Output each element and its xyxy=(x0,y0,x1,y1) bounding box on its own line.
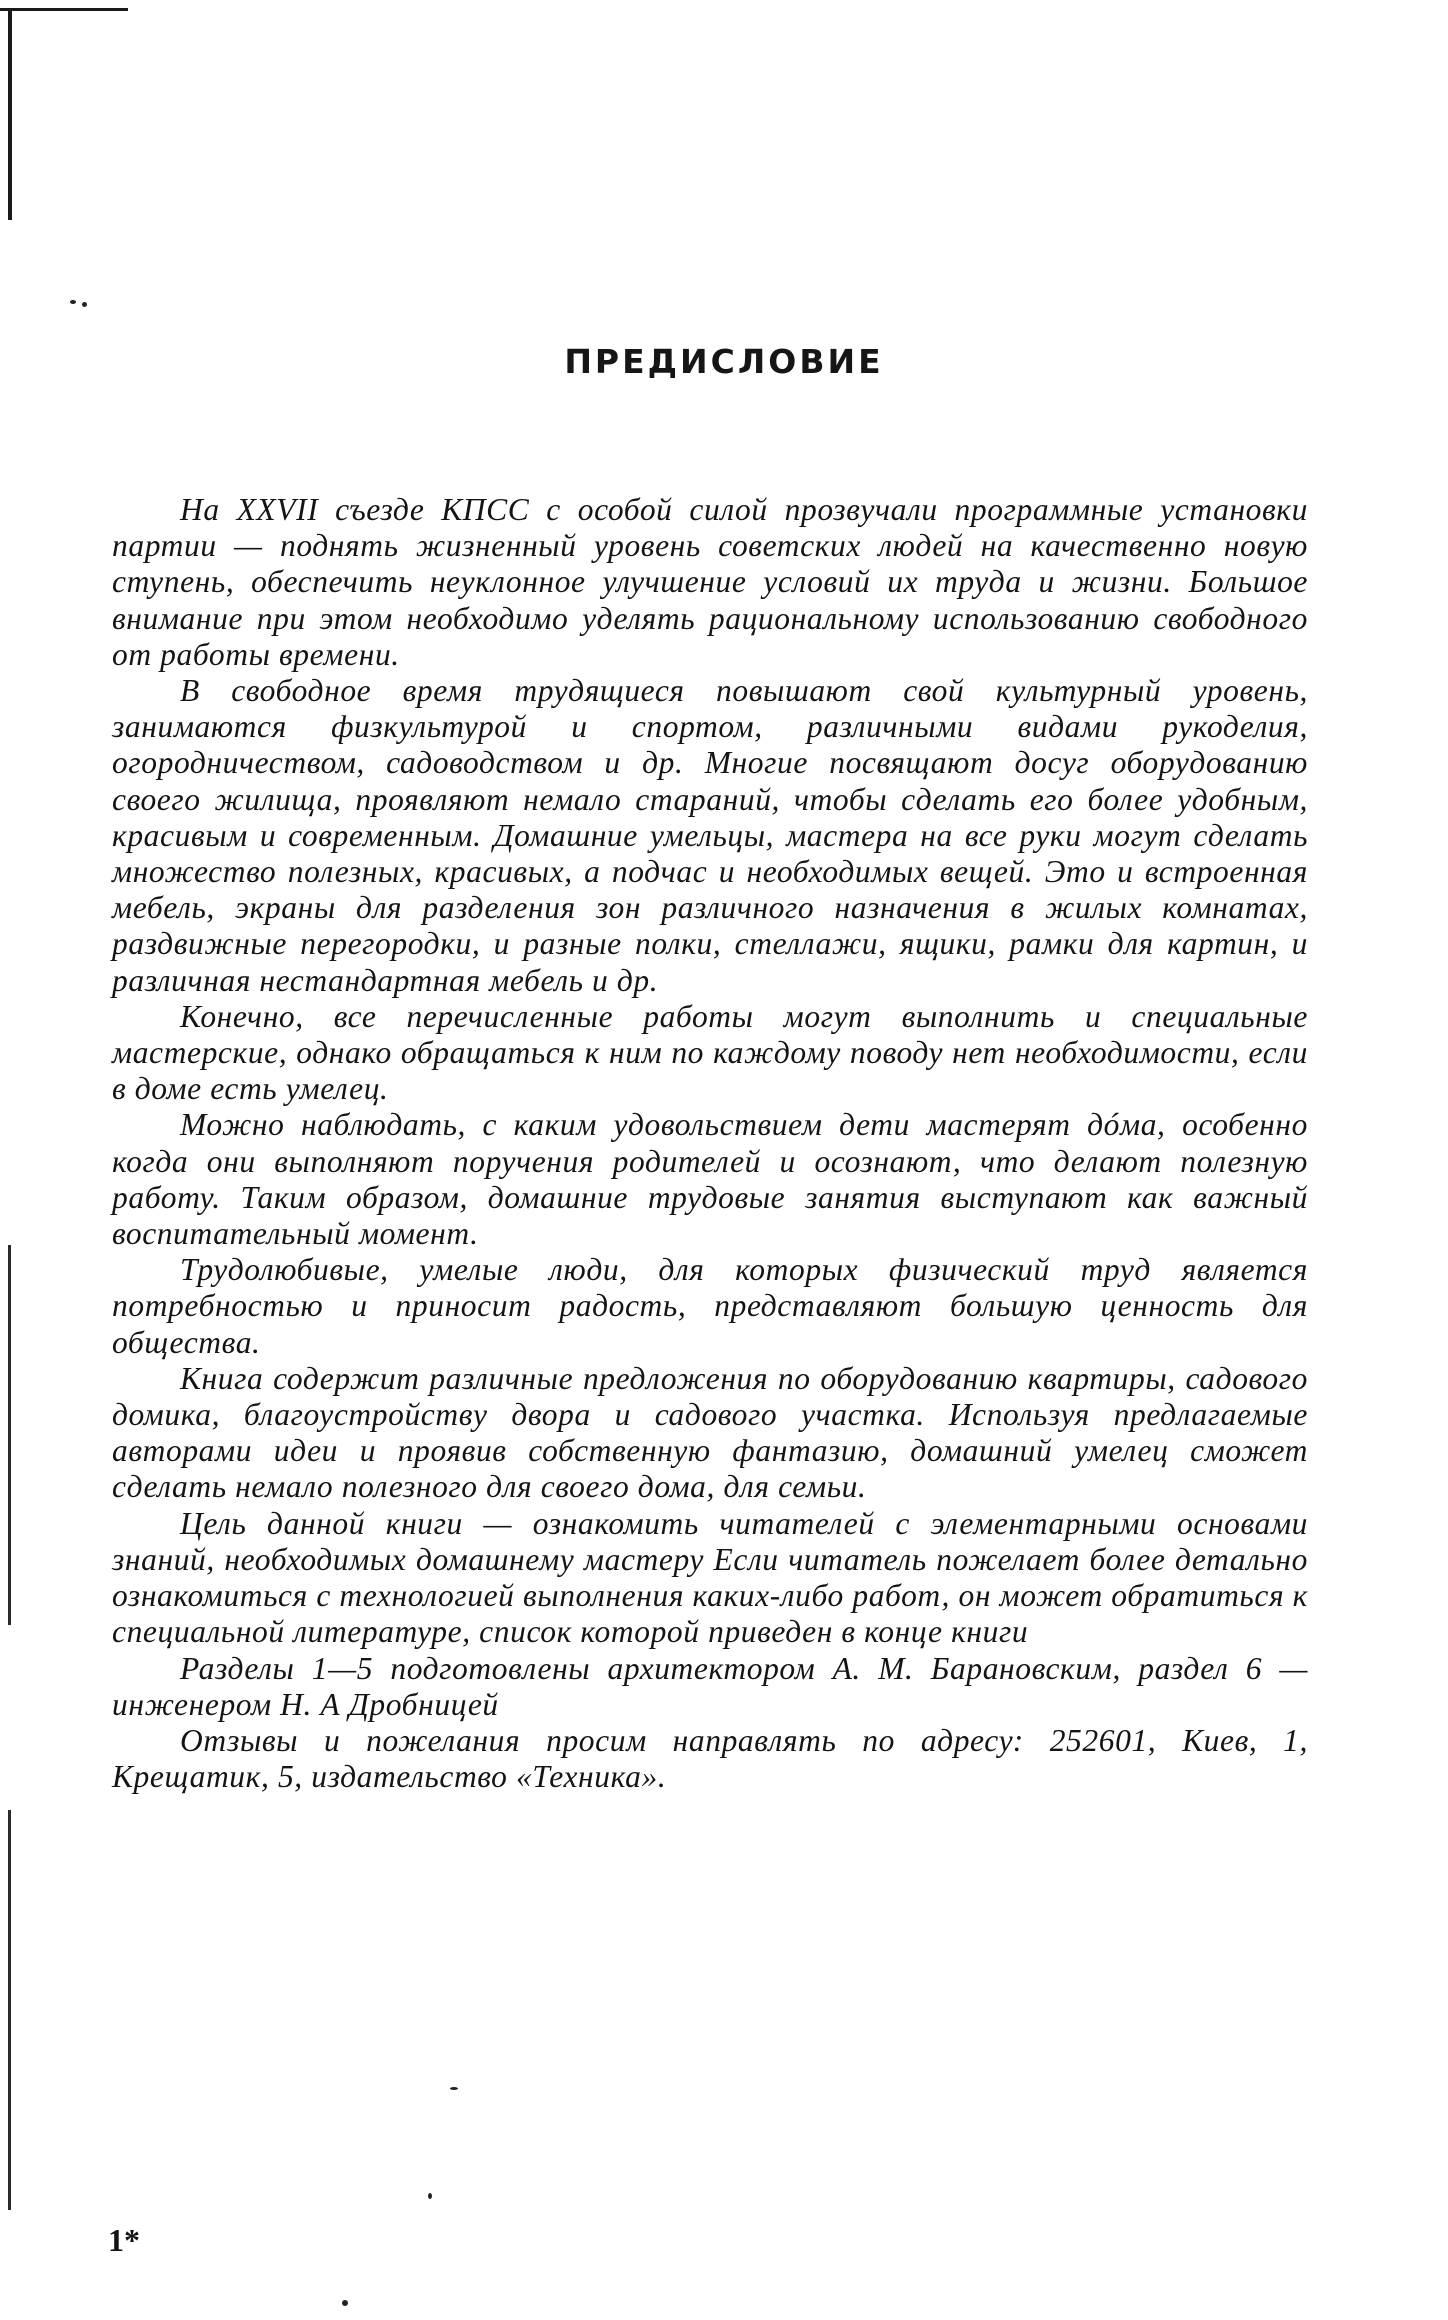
paragraph: Можно наблюдать, с каким удовольствием дети мастерят дóма, особенно когда они выполняют поручения родителей и осознают, что делают полезную работу. Таким образом, домашние трудовые занятия выступают как важный воспитательный момент. xyxy=(112,1107,1308,1252)
scan-speck xyxy=(70,300,76,304)
paragraph: Конечно, все перечисленные работы могут выполнить и специальные мастерские, однако обращаться к ним по каждому поводу нет необходимости, если в доме есть умелец. xyxy=(112,998,1308,1107)
scan-edge-left xyxy=(8,8,12,220)
signature-mark: 1* xyxy=(108,2222,140,2258)
paragraph: В свободное время трудящиеся повышают свой культурный уровень, занимаются физкультурой и спортом, различными видами рукоделия, огородничеством, садоводством и др. Многие посвящают досуг оборудованию своего жилища, проявляют немало стараний, чтобы сделать его более удобным, красивым и современным. Домашние умельцы, мастера на все руки могут сделать множество полезных, красивых, а подчас и необходимых вещей. Это и встроенная мебель, экраны для разделения зон различного назначения в жилых комнатах, раздвижные перегородки, и разные полки, стеллажи, ящики, рамки для картин, и различная нестандартная мебель и др. xyxy=(112,673,1308,998)
paragraph: Отзывы и пожелания просим направлять по адресу: 252601, Киев, 1, Крещатик, 5, издательство «Техника». xyxy=(112,1722,1308,1795)
paragraph: Книга содержит различные предложения по оборудованию квартиры, садового домика, благоустройству двора и садового участка. Используя предлагаемые авторами идеи и проявив собственную фантазию, домашний умелец сможет сделать немало полезного для своего дома, для семьи. xyxy=(112,1360,1308,1505)
scan-edge-left xyxy=(8,1810,11,2210)
scan-speck xyxy=(450,2087,458,2090)
scan-speck xyxy=(82,302,87,307)
paragraph: На XXVII съезде КПСС с особой силой прозвучали программные установки партии — поднять жизненный уровень советских людей на качественно новую ступень, обеспечить неуклонное улучшение условий их труда и жизни. Большое внимание при этом необходимо уделять рациональному использованию свободного от работы времени. xyxy=(112,492,1308,672)
scan-speck xyxy=(428,2193,432,2199)
preface-body xyxy=(112,492,1308,1795)
paragraph: Трудолюбивые, умелые люди, для которых физический труд является потребностью и приносит радость, представляют большую ценность для общества. xyxy=(112,1252,1308,1360)
scan-edge-left xyxy=(8,1245,11,1625)
paragraph: Разделы 1—5 подготовлены архитектором А. М. Барановским, раздел 6 — инженером Н. А Дробницей xyxy=(112,1650,1308,1722)
paragraph: Цель данной книги — ознакомить читателей с элементарными основами знаний, необходимых домашнему мастеру Если читатель пожелает более детально ознакомиться с технологией выполнения каких-либо работ, он может обратиться к специальной литературе, список которой приведен в конце книги xyxy=(112,1505,1308,1650)
scan-speck xyxy=(342,2300,348,2306)
scan-edge-top xyxy=(0,8,128,11)
page-title: ПРЕДИСЛОВИЕ xyxy=(564,342,884,381)
